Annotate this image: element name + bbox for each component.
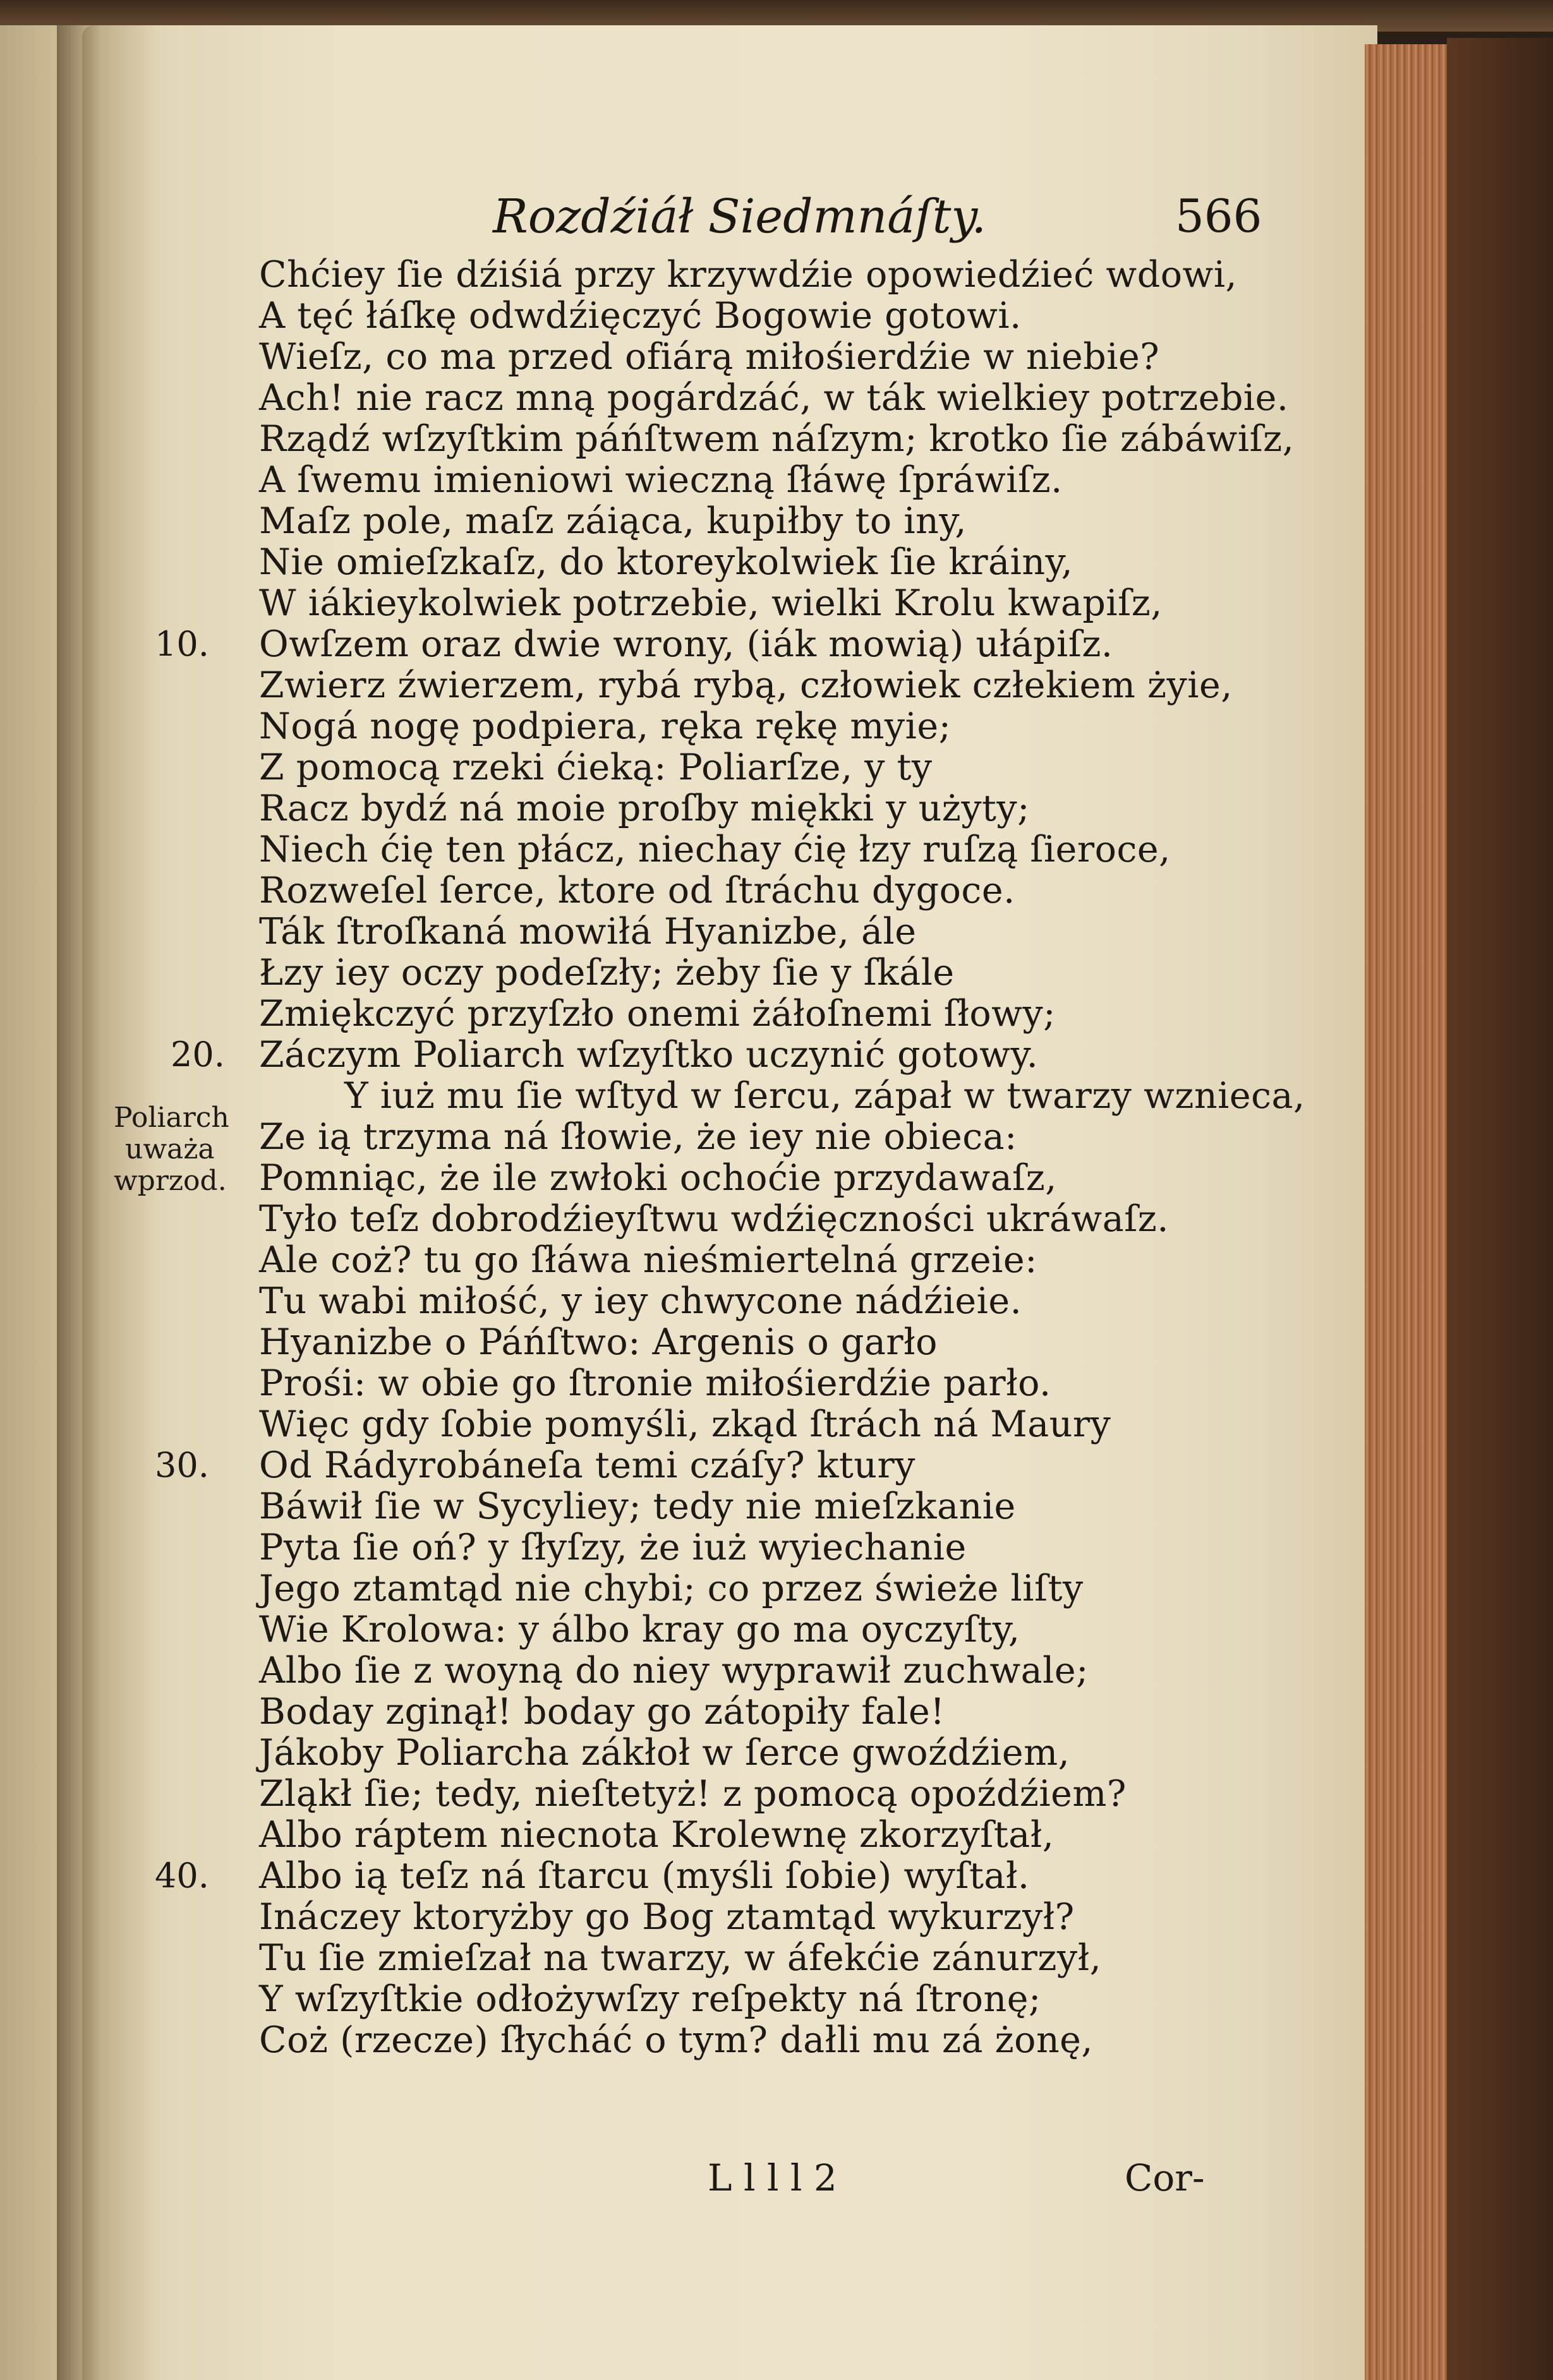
verse-line: Owſzem oraz dwie wrony, (iák mowią) ułápiſz. xyxy=(259,623,1113,665)
catchword: Cor- xyxy=(1125,2156,1205,2199)
verse-line: Y iuż mu ſie wſtyd w ſercu, zápał w twarzy wznieca, xyxy=(344,1075,1305,1117)
verse-line: Boday zginął! boday go zátopiły fale! xyxy=(259,1691,945,1733)
line-number-40: 40. xyxy=(155,1856,209,1896)
line-number-30: 30. xyxy=(155,1445,209,1485)
verse-line: Tyło teſz dobrodźieyſtwu wdźięczności ukráwaſz. xyxy=(259,1198,1169,1240)
verse-line: Hyanizbe o Páńſtwo: Argenis o garło xyxy=(259,1321,938,1363)
book-cover-edge xyxy=(1447,38,1553,2380)
verse-line: Záczym Poliarch wſzyſtko uczynić gotowy. xyxy=(259,1034,1039,1076)
line-number-20: 20. xyxy=(171,1035,225,1074)
verse-line: Z pomocą rzeki ćieką: Poliarſze, y ty xyxy=(259,747,933,788)
running-title: Rozdźiáł Siedmnáſty. xyxy=(493,189,987,244)
verse-line: Ach! nie racz mną pogárdzáć, w ták wielkiey potrzebie. xyxy=(259,377,1289,419)
verse-line: Maſz pole, maſz záiąca, kupiłby to iny, xyxy=(259,500,967,542)
verse-line: W iákieykolwiek potrzebie, wielki Krolu kwapiſz, xyxy=(259,582,1163,624)
verse-line: Ináczey ktoryżby go Bog ztamtąd wykurzył? xyxy=(259,1896,1075,1938)
verse-line: Więc gdy ſobie pomyśli, zkąd ſtrách ná Maury xyxy=(259,1403,1111,1445)
verse-line: Pyta ſie oń? y ſłyſzy, że iuż wyiechanie xyxy=(259,1527,967,1568)
verse-line: Ale coż? tu go ſłáwa nieśmiertelná grzeie: xyxy=(259,1239,1037,1281)
line-number-10: 10. xyxy=(155,624,209,664)
verse-line: A tęć łáſkę odwdźięczyć Bogowie gotowi. xyxy=(259,295,1022,337)
verse-line: Ták ſtroſkaná mowiłá Hyanizbe, ále xyxy=(259,911,917,953)
verse-line: Od Rádyrobáneſa temi czáſy? ktury xyxy=(259,1445,915,1486)
verse-line: Prośi: w obie go ſtronie miłośierdźie parło. xyxy=(259,1362,1051,1404)
verse-line: Albo ſie z woyną do niey wyprawił zuchwale; xyxy=(259,1650,1089,1692)
verse-line: Albo ráptem niecnota Krolewnę zkorzyſtał, xyxy=(259,1814,1054,1856)
verse-line: Jákoby Poliarcha zákłoł w ſerce gwoźdźiem, xyxy=(259,1732,1070,1774)
verse-line: Wieſz, co ma przed ofiárą miłośierdźie w niebie? xyxy=(259,336,1160,378)
page-footer xyxy=(253,2156,1264,2207)
signature-mark: L l l l 2 xyxy=(708,2156,837,2199)
verse-line: Łzy iey oczy podeſzły; żeby ſie y ſkále xyxy=(259,952,955,994)
verse-line: A ſwemu imieniowi wieczną ſłáwę ſpráwiſz. xyxy=(259,459,1063,501)
verse-line: Zmiękczyć przyſzło onemi żáłoſnemi ſłowy; xyxy=(259,993,1056,1035)
verse-line: Nogá nogę podpiera, ręka rękę myie; xyxy=(259,706,952,747)
page-number: 566 xyxy=(1175,189,1262,243)
verse-line: Tu wabi miłość, y iey chwycone nádźieie. xyxy=(259,1280,1022,1322)
verse-line: Tu ſie zmieſzał na twarzy, w áfekćie zánurzył, xyxy=(259,1937,1102,1979)
verse-line: Chćiey ſie dźiśiá przy krzywdźie opowiedźieć wdowi, xyxy=(259,254,1238,296)
verse-line: Rozweſel ſerce, ktore od ſtráchu dygoce. xyxy=(259,870,1015,911)
verse-line: Báwił ſie w Sycyliey; tedy nie mieſzkanie xyxy=(259,1486,1016,1527)
marginal-note-line: Poliarch xyxy=(114,1102,229,1134)
verse-line: Pomniąc, że ile zwłoki ochoćie przydawaſz, xyxy=(259,1157,1057,1199)
page-header xyxy=(253,189,1264,253)
verse-line: Nie omieſzkaſz, do ktoreykolwiek ſie kráiny, xyxy=(259,541,1073,583)
verse-line: Rządź wſzyſtkim páńſtwem náſzym; krotko ſie zábáwiſz, xyxy=(259,418,1295,460)
marginal-note-line: uważa xyxy=(125,1133,215,1165)
verse-line: Niech ćię ten płácz, niechay ćię łzy ruſzą ſieroce, xyxy=(259,829,1171,870)
verse-line: Coż (rzecze) ſłycháć o tym? dałli mu zá żonę, xyxy=(259,2019,1094,2061)
verse-line: Zląkł ſie; tedy, nieſtetyż! z pomocą opoźdźiem? xyxy=(259,1773,1127,1815)
page-gutter-shadow xyxy=(57,25,101,2380)
verse-line: Albo ią teſz ná ſtarcu (myśli ſobie) wyſtał. xyxy=(259,1855,1030,1897)
verse-line: Y wſzyſtkie odłożywſzy reſpekty ná ſtronę; xyxy=(259,1978,1041,2020)
marginal-note xyxy=(114,1102,240,1197)
verse-line: Zwierz źwierzem, rybá rybą, człowiek człekiem żyie, xyxy=(259,664,1233,706)
verse-line: Wie Krolowa: y álbo kray go ma oyczyſty, xyxy=(259,1609,1020,1650)
verse-line: Racz bydź ná moie proſby miękki y użyty; xyxy=(259,788,1030,829)
marginal-note-line: wprzod. xyxy=(114,1165,227,1197)
verse-line: Jego ztamtąd nie chybi; co przez świeże liſty xyxy=(259,1568,1084,1609)
page-edges-stack xyxy=(1365,44,1459,2380)
verse-line: Ze ią trzyma ná ſłowie, że iey nie obieca: xyxy=(259,1116,1017,1158)
